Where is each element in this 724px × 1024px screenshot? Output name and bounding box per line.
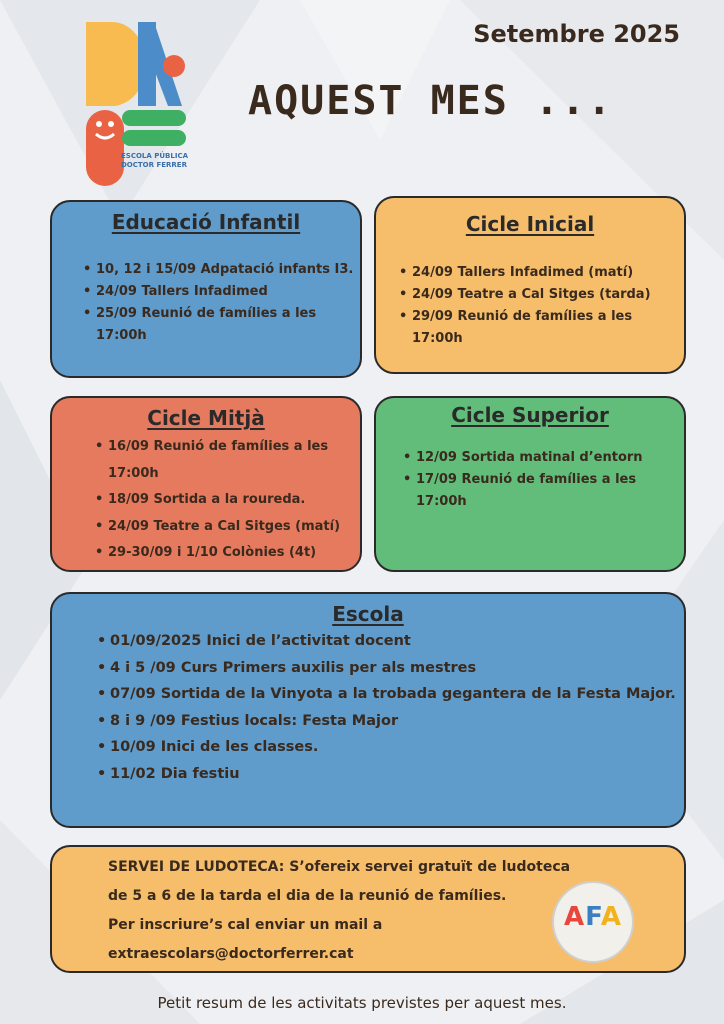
list-item: • 12/09 Sortida matinal d’entorn: [416, 447, 684, 469]
escola-title: Escola: [332, 602, 404, 626]
list-item: • 16/09 Reunió de famílies a les 17:00h: [108, 434, 360, 487]
logo-line2: DOCTOR FERRER: [121, 161, 187, 169]
list-item: • 24/09 Tallers Infadimed (matí): [412, 262, 684, 284]
afa-letter: A: [600, 902, 623, 932]
ludoteca-line1: SERVEI DE LUDOTECA: S’ofereix servei gratuït de ludoteca: [108, 859, 571, 875]
afa-letter: F: [585, 902, 601, 932]
ludoteca-line3: Per inscriure’s cal enviar un mail a: [108, 917, 383, 933]
list-item: • 11/02 Dia festiu: [110, 761, 684, 788]
educacio-infantil-list: [52, 259, 360, 347]
footer-note: Petit resum de les activitats previstes per aquest mes.: [157, 994, 567, 1012]
cicle-inicial-list: [376, 262, 684, 350]
educacio-infantil-title: Educació Infantil: [111, 210, 301, 234]
list-item: • 10/09 Inici de les classes.: [110, 734, 684, 761]
cicle-superior-title: Cicle Superior: [451, 403, 609, 427]
cicle-inicial-title: Cicle Inicial: [465, 212, 595, 236]
page-title: AQUEST MES ...: [248, 78, 614, 124]
educacio-infantil-box: [50, 200, 362, 378]
ludoteca-box: [50, 845, 686, 973]
cicle-mitja-box: [50, 396, 362, 572]
afa-logo: [552, 881, 634, 963]
cicle-inicial-box: [374, 196, 686, 374]
list-item: • 24/09 Tallers Infadimed: [96, 281, 360, 303]
list-item: • 24/09 Teatre a Cal Sitges (tarda): [412, 284, 684, 306]
escola-list: [52, 628, 684, 787]
list-item: • 8 i 9 /09 Festius locals: Festa Major: [110, 708, 684, 735]
escola-box: [50, 592, 686, 828]
logo-line1: ESCOLA PÚBLICA: [121, 152, 188, 160]
month-label: Setembre 2025: [473, 20, 680, 48]
ludoteca-line2: de 5 a 6 de la tarda el dia de la reunió de famílies.: [108, 888, 507, 904]
cicle-mitja-list: [52, 434, 360, 567]
list-item: • 07/09 Sortida de la Vinyota a la trobada gegantera de la Festa Major.: [110, 681, 684, 708]
afa-logo-letters: [554, 902, 632, 932]
list-item: • 17/09 Reunió de famílies a les 17:00h: [416, 469, 684, 513]
list-item: • 10, 12 i 15/09 Adpatació infants I3.: [96, 259, 360, 281]
afa-letter: A: [563, 902, 586, 932]
logo-text: [121, 152, 188, 170]
list-item: • 29/09 Reunió de famílies a les 17:00h: [412, 306, 684, 350]
cicle-mitja-title: Cicle Mitjà: [147, 406, 265, 430]
list-item: • 18/09 Sortida a la roureda.: [108, 487, 360, 514]
ludoteca-email[interactable]: extraescolars@doctorferrer.cat: [108, 946, 354, 962]
list-item: • 01/09/2025 Inici de l’activitat docent: [110, 628, 684, 655]
list-item: • 29-30/09 i 1/10 Colònies (4t): [108, 540, 360, 567]
list-item: • 25/09 Reunió de famílies a les 17:00h: [96, 303, 360, 347]
cicle-superior-box: [374, 396, 686, 572]
cicle-superior-list: [376, 447, 684, 513]
list-item: • 24/09 Teatre a Cal Sitges (matí): [108, 514, 360, 541]
ludoteca-text: [108, 853, 588, 969]
list-item: • 4 i 5 /09 Curs Primers auxilis per als mestres: [110, 655, 684, 682]
